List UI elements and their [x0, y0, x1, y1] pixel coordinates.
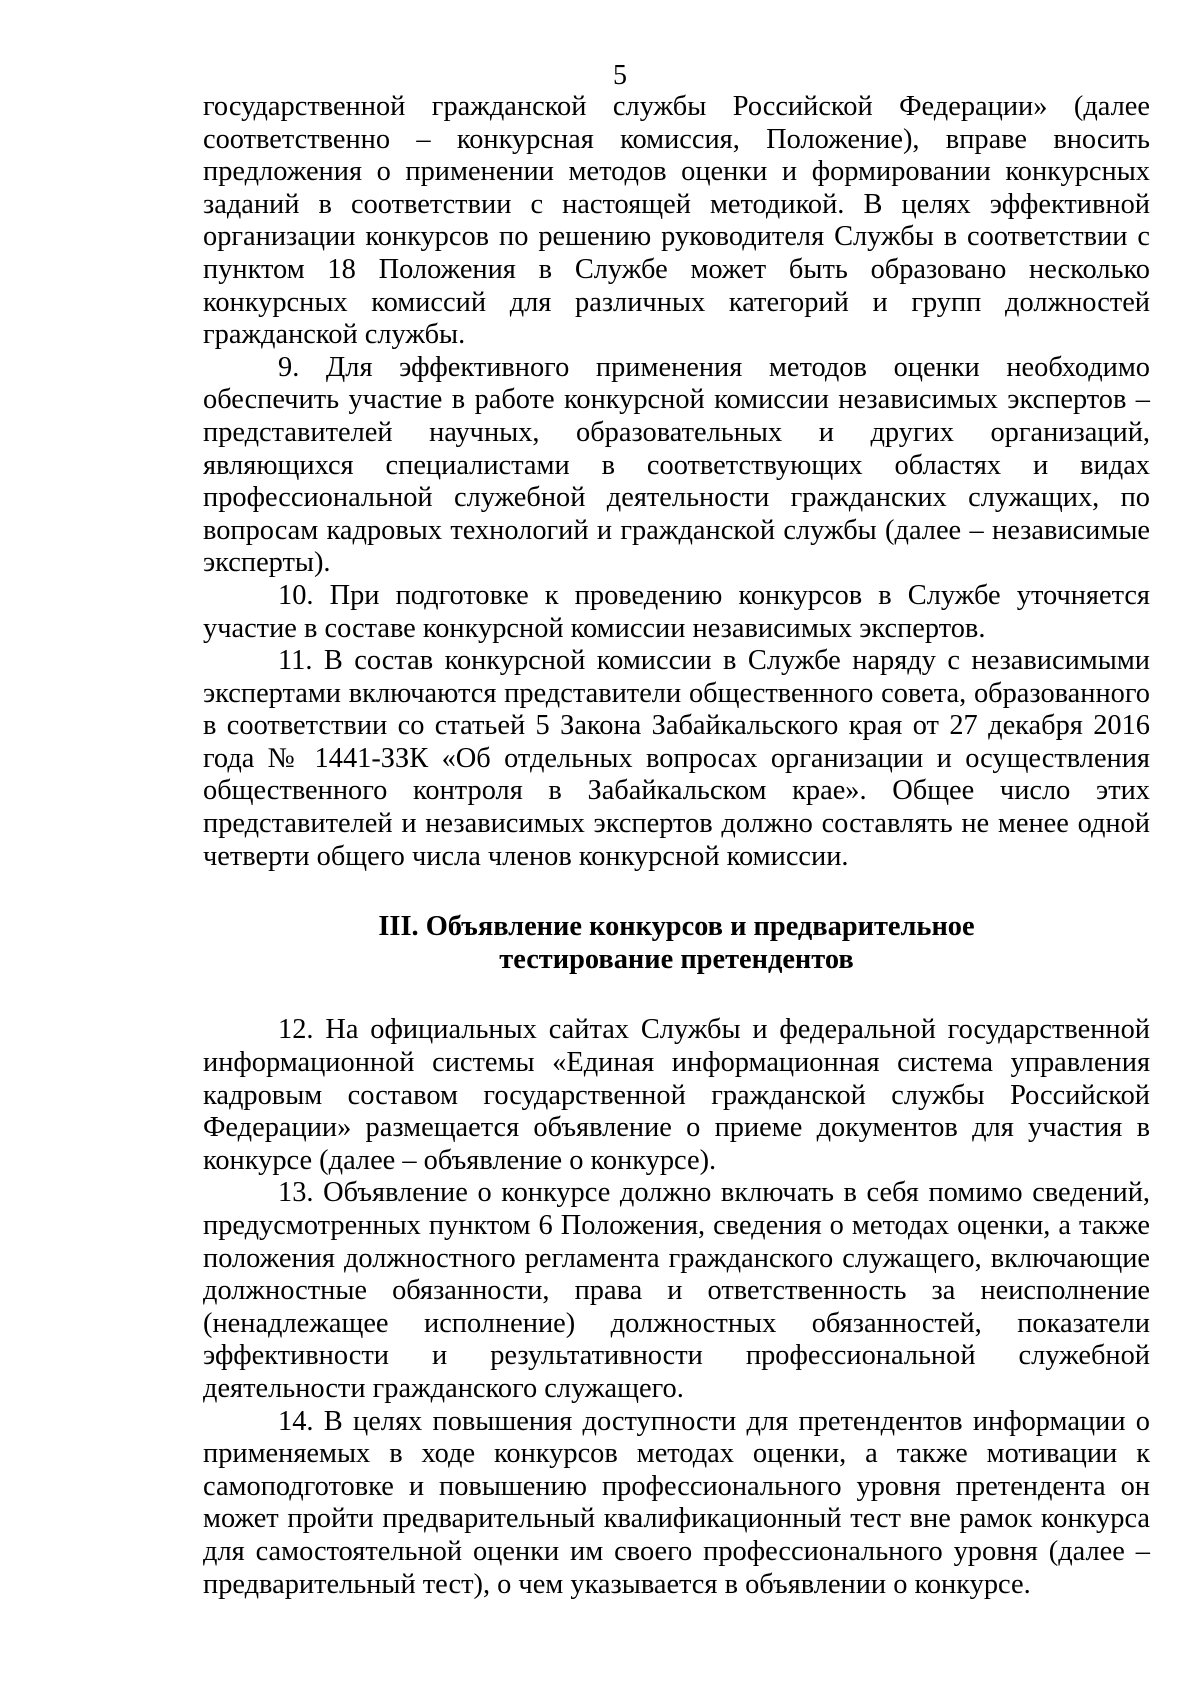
paragraph-14: 14. В целях повышения доступности для претендентов информации о применяемых в ходе конкурсов методах оценки, а также мотивации к самоподготовке и повышению профессионального уровня претендента он может пройти предварительный квалификационный тест вне рамок конкурса для самостоятельной оценки им своего профессионального уровня (далее – предварительный тест), о чем указывается в объявлении о конкурсе.	[203, 1405, 1150, 1600]
section-heading-line-2: тестирование претендентов	[499, 943, 854, 975]
section-heading-line-1: III. Объявление конкурсов и предварительное	[378, 911, 975, 943]
paragraph-11: 11. В состав конкурсной комиссии в Службе наряду с независимыми экспертами включаются представители общественного совета, образованного в соответствии со статьей 5 Закона Забайкальского края от 27 декабря 2016 года № 1441-ЗЗК «Об отдельных вопросах организации и осуществления общественного контроля в Забайкальском крае». Общее число этих представителей и независимых экспертов должно составлять не менее одной четверти общего числа членов конкурсной комиссии.	[203, 645, 1150, 872]
paragraph-13: 13. Объявление о конкурсе должно включать в себя помимо сведений, предусмотренных пунктом 6 Положения, сведения о методах оценки, а также положения должностного регламента гражданского служащего, включающие должностные обязанности, права и ответственность за неисполнение (ненадлежащее исполнение) должностных обязанностей, показатели эффективности и результативности профессиональной служебной деятельности гражданского служащего.	[203, 1177, 1150, 1404]
document-body	[203, 91, 1150, 1601]
section-heading	[203, 911, 1150, 976]
page-number: 5	[613, 60, 627, 91]
paragraph-12: 12. На официальных сайтах Службы и федеральной государственной информационной системы «Единая информационная система управления кадровым составом государственной гражданской службы Российской Федерации» размещается объявление о приеме документов для участия в конкурсе (далее – объявление о конкурсе).	[203, 1014, 1150, 1176]
paragraph-continuation: государственной гражданской службы Российской Федерации» (далее соответственно – конкурсная комиссия, Положение), вправе вносить предложения о применении методов оценки и формировании конкурсных заданий в соответствии с настоящей методикой. В целях эффективной организации конкурсов по решению руководителя Службы в соответствии с пунктом 18 Положения в Службе может быть образовано несколько конкурсных комиссий для различных категорий и групп должностей гражданской службы.	[203, 91, 1150, 351]
paragraph-10: 10. При подготовке к проведению конкурсов в Службе уточняется участие в составе конкурсной комиссии независимых экспертов.	[203, 579, 1150, 644]
paragraph-9: 9. Для эффективного применения методов оценки необходимо обеспечить участие в работе конкурсной комиссии независимых экспертов – представителей научных, образовательных и других организаций, являющихся специалистами в соответствующих областях и видах профессиональной служебной деятельности гражданских служащих, по вопросам кадровых технологий и гражданской службы (далее – независимые эксперты).	[203, 351, 1150, 579]
